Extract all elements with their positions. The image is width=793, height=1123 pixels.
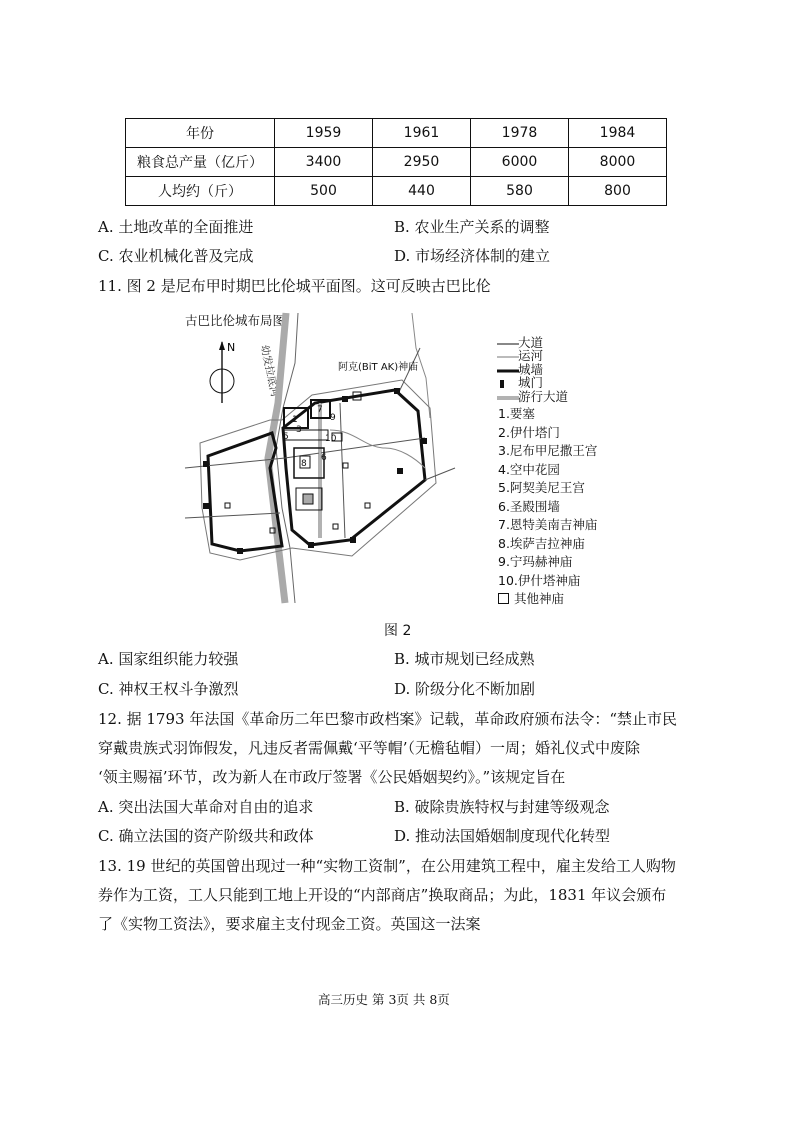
q12-option-c: C. 确立法国的资产阶级共和政体 [98, 827, 314, 845]
table-cell: 1961 [373, 119, 471, 148]
grain-table [125, 118, 667, 206]
table-cell: 年份 [126, 119, 275, 148]
q11-option-a: A. 国家组织能力较强 [98, 650, 239, 668]
q12-stem-line2: 穿戴贵族式羽饰假发，凡违反者需佩戴‘平等帽’（无檐毡帽）一周；婚礼仪式中废除 [98, 739, 641, 757]
temple-label: 阿克(BiT AK)神庙 [338, 362, 419, 373]
map-number: 5 [283, 432, 289, 442]
north-label: N [227, 341, 236, 354]
legend-item-3: 3.尼布甲尼撒王宫 [498, 443, 598, 458]
legend-item-7: 7.恩特美南吉神庙 [498, 517, 598, 532]
q12-option-a: A. 突出法国大革命对自由的追求 [98, 798, 314, 816]
map-number: 3 [296, 425, 302, 435]
map-number: 10 [325, 434, 337, 444]
other-temple-icon [498, 593, 509, 604]
q11-option-d: D. 阶级分化不断加剧 [394, 680, 536, 698]
legend-item-4: 4.空中花园 [498, 462, 560, 477]
q12-stem-line1: 12. 据 1793 年法国《革命历二年巴黎市政档案》记载，革命政府颁布法令：“禁止市民 [98, 710, 678, 728]
river-label: 幼发拉底河 [258, 344, 281, 398]
table-cell: 440 [373, 177, 471, 206]
table-cell: 3400 [275, 148, 373, 177]
legend-item-1: 1.要塞 [498, 406, 535, 421]
legend-canal: 运河 [518, 348, 544, 363]
legend-item-2: 2.伊什塔门 [498, 425, 560, 440]
q12-stem-line3: ‘领主赐福’环节，改为新人在市政厅签署《公民婚姻契约》。”该规定旨在 [98, 768, 566, 786]
legend-item-10: 10.伊什塔神庙 [498, 573, 581, 588]
other-temples [225, 463, 370, 533]
gates [203, 388, 427, 554]
q10-option-a: A. 土地改革的全面推进 [98, 218, 254, 236]
q12-option-d: D. 推动法国婚姻制度现代化转型 [394, 827, 611, 845]
legend-item-5: 5.阿契美尼王宫 [498, 480, 585, 495]
map-number: 8 [301, 459, 307, 469]
map-number: 6 [321, 453, 327, 463]
table-cell: 8000 [569, 148, 667, 177]
q13-stem-line1: 13. 19 世纪的英国曾出现过一种“实物工资制”，在公用建筑工程中，雇主发给工人购物 [98, 857, 676, 875]
map-number: 1 [292, 415, 298, 425]
legend-road: 大道 [518, 335, 544, 350]
legend-item-other [498, 590, 564, 608]
table-cell: 人均约（斤） [126, 177, 275, 206]
q11-option-b: B. 城市规划已经成熟 [394, 650, 535, 668]
table-cell: 800 [569, 177, 667, 206]
legend-other-label: 其他神庙 [514, 591, 565, 606]
q10-option-c: C. 农业机械化普及完成 [98, 247, 254, 265]
table-row [126, 119, 667, 148]
legend-gate-icon [500, 380, 504, 388]
q10-option-b: B. 农业生产关系的调整 [394, 218, 550, 236]
table-row [126, 177, 667, 206]
map-number: 7 [317, 405, 323, 415]
compass-icon [210, 341, 235, 403]
legend-gate: 城门 [518, 375, 544, 390]
q13-stem-line3: 了《实物工资法》，要求雇主支付现金工资。英国这一法案 [98, 915, 481, 933]
table-row [126, 148, 667, 177]
map-title: 古巴比伦城布局图 [185, 313, 286, 328]
table-cell: 1984 [569, 119, 667, 148]
table-cell: 2950 [373, 148, 471, 177]
legend-procession: 游行大道 [518, 389, 569, 404]
figure-caption: 图 2 [384, 623, 412, 639]
table-cell: 6000 [471, 148, 569, 177]
table-cell: 1978 [471, 119, 569, 148]
map-number: 9 [330, 413, 336, 423]
legend-item-9: 9.宁玛赫神庙 [498, 554, 573, 569]
q12-option-b: B. 破除贵族特权与封建等级观念 [394, 798, 610, 816]
legend-wall: 城墙 [518, 362, 544, 377]
q10-option-d: D. 市场经济体制的建立 [394, 247, 551, 265]
table-cell: 粮食总产量（亿斤） [126, 148, 275, 177]
table-cell: 580 [471, 177, 569, 206]
legend-item-8: 8.埃萨吉拉神庙 [498, 536, 585, 551]
canal-curve [330, 430, 425, 468]
q11-option-c: C. 神权王权斗争激烈 [98, 680, 239, 698]
q13-stem-line2: 券作为工资，工人只能到工地上开设的“内部商店”换取商品；为此，1831 年议会颁布 [98, 886, 667, 904]
table-cell: 1959 [275, 119, 373, 148]
q11-stem: 11. 图 2 是尼布甲时期巴比伦城平面图。这可反映古巴比伦 [98, 277, 491, 295]
page-footer: 高三历史 第 3页 共 8页 [318, 992, 450, 1007]
legend-item-6: 6.圣殿围墙 [498, 499, 560, 514]
table-cell: 500 [275, 177, 373, 206]
